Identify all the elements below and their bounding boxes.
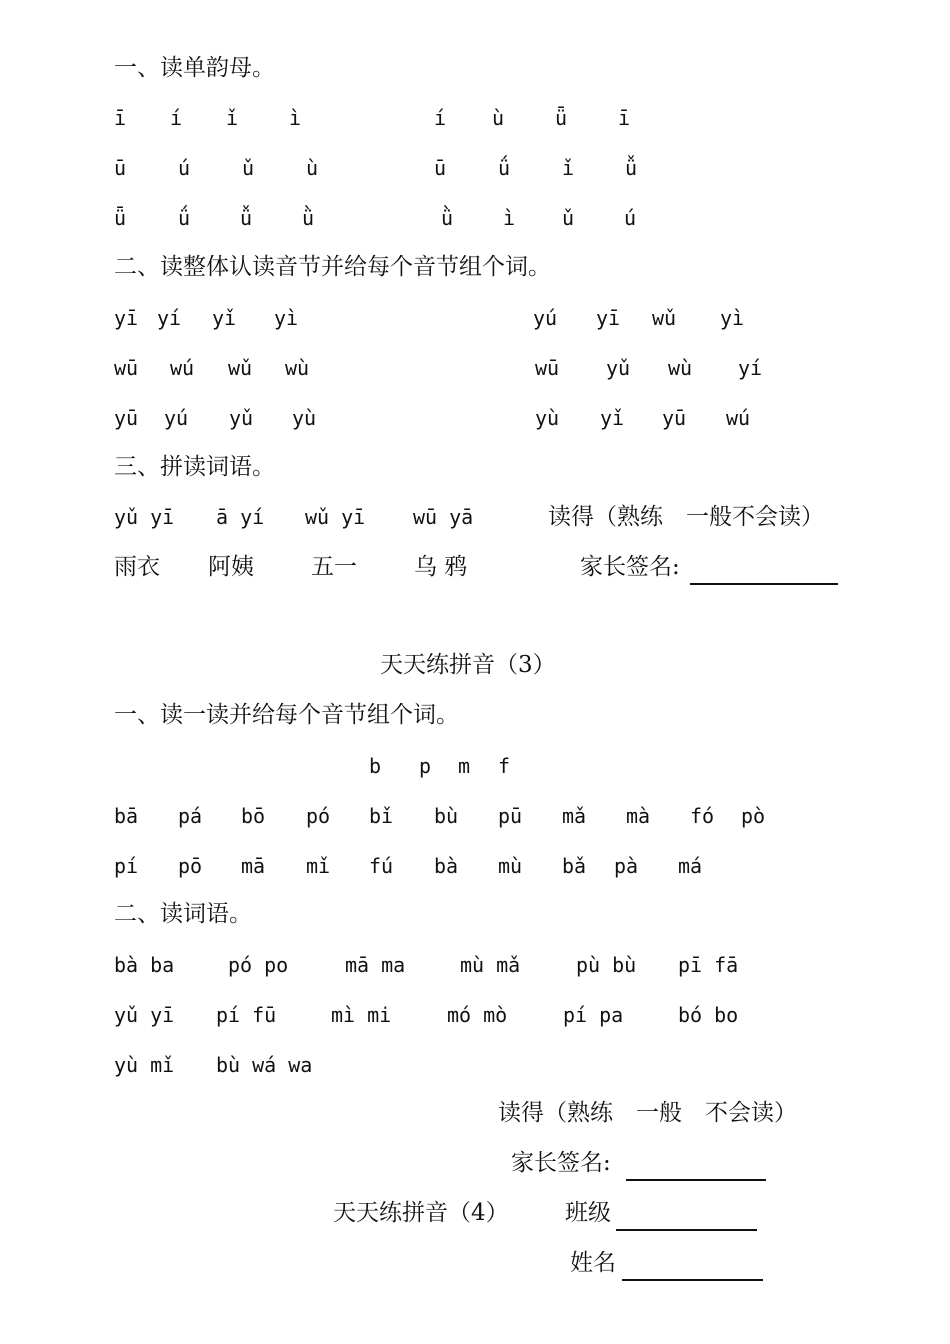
reading-rating: 读得（熟练 一般不会读） [548, 504, 824, 530]
section-title-single-finals: 一、读单韵母。 [114, 55, 275, 81]
vowel-syllable: ú [178, 156, 191, 180]
consonant-row [0, 746, 950, 786]
section-title-read-and-compose: 一、读一读并给每个音节组个词。 [114, 702, 459, 728]
word-hanzi: 乌 鸦 [414, 554, 468, 580]
syllable: wū [535, 356, 560, 380]
syllable: wú [726, 406, 751, 430]
syllable: bō [241, 804, 266, 828]
parent-signature-line[interactable] [690, 553, 838, 585]
word-row [0, 995, 950, 1035]
word-hanzi-row [0, 547, 950, 587]
syllable: pò [741, 804, 766, 828]
vowel-row [0, 98, 950, 138]
word-pinyin: yù mǐ [114, 1053, 175, 1077]
page-title: 天天练拼音（3） [380, 652, 556, 678]
vowel-syllable: ǔ [562, 206, 575, 230]
syllable-row [0, 398, 950, 438]
vowel-syllable: ǐ [226, 106, 239, 130]
reading-rating-row [0, 1093, 950, 1133]
word-pinyin: ā yí [216, 505, 265, 529]
syllable: pó [306, 804, 331, 828]
syllable: yú [533, 306, 558, 330]
syllable: fó [690, 804, 715, 828]
vowel-syllable: ú [624, 206, 637, 230]
vowel-syllable: ǔ [242, 156, 255, 180]
syllable: yì [274, 306, 299, 330]
syllable: pí [114, 854, 139, 878]
word-row [0, 1045, 950, 1085]
word-pinyin: bù wá wa [216, 1053, 313, 1077]
syllable-row [0, 796, 950, 836]
word-pinyin: mā ma [345, 953, 406, 977]
syllable: yù [535, 406, 560, 430]
parent-signature-line[interactable] [626, 1149, 766, 1181]
sheet-4-title-row [0, 1193, 950, 1233]
section-title-whole-syllables: 二、读整体认读音节并给每个音节组个词。 [114, 254, 551, 280]
vowel-syllable: ǖ [555, 106, 568, 130]
syllable: wǔ [652, 306, 677, 330]
syllable: yǔ [229, 406, 254, 430]
word-pinyin: pù bù [576, 953, 637, 977]
vowel-syllable: ǖ [114, 206, 127, 230]
vowel-syllable: ù [492, 106, 505, 130]
syllable: pū [498, 804, 523, 828]
word-hanzi: 五一 [311, 554, 357, 580]
word-hanzi: 雨衣 [114, 554, 160, 580]
syllable: yī [596, 306, 621, 330]
syllable: wǔ [228, 356, 253, 380]
syllable: yū [662, 406, 687, 430]
syllable: yì [720, 306, 745, 330]
consonant: p [419, 754, 432, 778]
syllable: wù [668, 356, 693, 380]
syllable: fú [369, 854, 394, 878]
word-pinyin: pí fū [216, 1003, 277, 1027]
vowel-syllable: ù [306, 156, 319, 180]
syllable: wú [170, 356, 195, 380]
vowel-syllable: ū [434, 156, 447, 180]
word-pinyin: wū yā [413, 505, 474, 529]
consonant: m [458, 754, 471, 778]
parent-signature-label: 家长签名: [511, 1150, 611, 1176]
vowel-row [0, 198, 950, 238]
syllable: wù [285, 356, 310, 380]
vowel-syllable: ǚ [240, 206, 253, 230]
class-input-line[interactable] [616, 1199, 757, 1231]
syllable: yí [157, 306, 182, 330]
syllable: yǐ [600, 406, 625, 430]
reading-rating: 读得（熟练 一般 不会读） [498, 1100, 797, 1126]
syllable: pō [178, 854, 203, 878]
sheet-3-title-row [0, 645, 950, 685]
vowel-syllable: ì [503, 206, 516, 230]
syllable: bǎ [562, 854, 587, 878]
name-label: 姓名 [570, 1250, 616, 1276]
syllable: yí [738, 356, 763, 380]
syllable: yī [114, 306, 139, 330]
vowel-syllable: ǘ [178, 206, 191, 230]
vowel-syllable: ì [289, 106, 302, 130]
syllable-row [0, 298, 950, 338]
vowel-syllable: ī [114, 106, 127, 130]
syllable: bǐ [369, 804, 394, 828]
syllable: yù [292, 406, 317, 430]
vowel-syllable: ǐ [562, 156, 575, 180]
vowel-syllable: ǜ [302, 206, 315, 230]
syllable: bù [434, 804, 459, 828]
vowel-syllable: ǘ [498, 156, 511, 180]
syllable: mà [626, 804, 651, 828]
word-pinyin: mì mi [331, 1003, 392, 1027]
syllable: bā [114, 804, 139, 828]
consonant: f [498, 754, 511, 778]
syllable: mǐ [306, 854, 331, 878]
word-pinyin: mù mǎ [460, 953, 521, 977]
word-pinyin: mó mò [447, 1003, 508, 1027]
page-title: 天天练拼音（4） [333, 1200, 509, 1226]
syllable: mā [241, 854, 266, 878]
word-row [0, 945, 950, 985]
vowel-syllable: ī [618, 106, 631, 130]
name-row [0, 1243, 950, 1283]
syllable: pà [614, 854, 639, 878]
word-hanzi: 阿姨 [208, 554, 254, 580]
class-label: 班级 [565, 1200, 611, 1226]
syllable: mù [498, 854, 523, 878]
vowel-syllable: ū [114, 156, 127, 180]
syllable: wū [114, 356, 139, 380]
syllable: yǐ [212, 306, 237, 330]
syllable: má [678, 854, 703, 878]
consonant: b [369, 754, 382, 778]
syllable: mǎ [562, 804, 587, 828]
syllable: pá [178, 804, 203, 828]
syllable: yǔ [606, 356, 631, 380]
word-pinyin: bó bo [678, 1003, 739, 1027]
syllable: bà [434, 854, 459, 878]
vowel-syllable: ǜ [441, 206, 454, 230]
parent-signature-row [0, 1143, 950, 1183]
word-pinyin: pī fā [678, 953, 739, 977]
syllable-row [0, 348, 950, 388]
syllable-row [0, 846, 950, 886]
name-input-line[interactable] [622, 1249, 763, 1281]
word-pinyin: pí pa [563, 1003, 624, 1027]
word-pinyin: pó po [228, 953, 289, 977]
vowel-syllable: í [434, 106, 447, 130]
word-pinyin: yǔ yī [114, 505, 175, 529]
vowel-row [0, 148, 950, 188]
parent-signature-label: 家长签名: [580, 554, 680, 580]
word-pinyin: wǔ yī [305, 505, 366, 529]
syllable: yú [164, 406, 189, 430]
section-title-word-reading: 三、拼读词语。 [114, 454, 275, 480]
section-title-read-words: 二、读词语。 [114, 901, 252, 927]
vowel-syllable: ǚ [625, 156, 638, 180]
syllable: yū [114, 406, 139, 430]
word-pinyin: bà ba [114, 953, 175, 977]
vowel-syllable: í [170, 106, 183, 130]
word-pinyin-row [0, 497, 950, 537]
word-pinyin: yǔ yī [114, 1003, 175, 1027]
